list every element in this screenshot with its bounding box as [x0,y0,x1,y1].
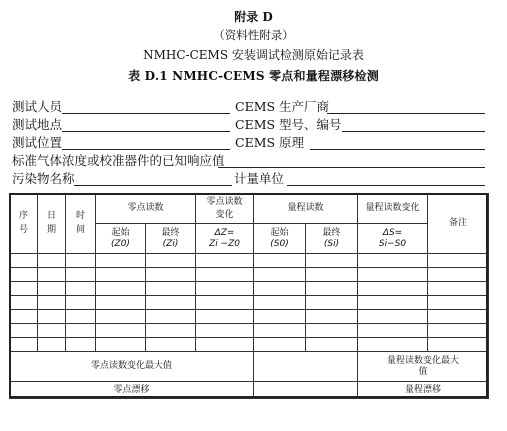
zero-reading-header: 零点读数 [96,194,196,224]
table-cell[interactable] [146,282,196,296]
zero-max-label: 零点读数变化最大值 [10,352,254,382]
unit-label: 计量单位 [234,171,285,186]
span-delta-header: ΔS= Si−S0 [358,224,428,254]
record-title: NMHC-CEMS 安装调试检测原始记录表 [143,48,364,62]
table-cell[interactable] [428,324,489,338]
table-cell[interactable] [66,310,96,324]
span-start-header: 起始 (S0) [254,224,306,254]
table-cell[interactable] [38,254,66,268]
table-cell[interactable] [66,338,96,352]
zero-final-header: 最终 (Zi) [146,224,196,254]
table-cell[interactable] [38,282,66,296]
manufacturer-label: CEMS 生产厂商 [235,99,330,114]
table-row [10,282,489,296]
test-position-label: 测试位置 [12,135,63,150]
appendix-title: 附录 D [234,10,273,24]
table-cell[interactable] [428,310,489,324]
form-row-2 [12,116,492,134]
table-cell[interactable] [38,338,66,352]
table-cell[interactable] [96,296,146,310]
standard-gas-field[interactable] [218,152,485,168]
table-cell[interactable] [10,324,38,338]
form-row-4 [12,152,492,170]
table-cell[interactable] [96,338,146,352]
tester-label: 测试人员 [12,99,63,114]
table-cell[interactable] [66,254,96,268]
table-cell[interactable] [96,268,146,282]
table-cell[interactable] [428,268,489,282]
model-number-label: CEMS 型号、编号 [235,117,342,132]
table-cell[interactable] [358,282,428,296]
form-row-1 [12,98,492,116]
table-cell[interactable] [66,268,96,282]
table-cell[interactable] [96,282,146,296]
table-cell[interactable] [358,254,428,268]
table-cell[interactable] [196,338,254,352]
zero-drift-value[interactable] [254,382,358,399]
table-cell[interactable] [196,268,254,282]
table-cell[interactable] [196,324,254,338]
table-cell[interactable] [196,310,254,324]
table-cell[interactable] [358,310,428,324]
table-cell[interactable] [66,296,96,310]
span-final-header: 最终 (Si) [306,224,358,254]
principle-field[interactable] [310,134,485,150]
table-cell[interactable] [196,254,254,268]
table-cell[interactable] [146,310,196,324]
table-cell[interactable] [428,282,489,296]
table-cell[interactable] [38,310,66,324]
table-cell[interactable] [96,324,146,338]
pollutant-label: 污染物名称 [12,171,75,186]
table-cell[interactable] [10,268,38,282]
table-cell[interactable] [306,296,358,310]
table-cell[interactable] [358,296,428,310]
table-cell[interactable] [358,268,428,282]
table-cell[interactable] [146,324,196,338]
unit-field[interactable] [287,170,485,186]
zero-start-header: 起始 (Z0) [96,224,146,254]
zero-max-value[interactable] [254,352,358,382]
appendix-type: （资料性附录） [213,28,294,42]
table-cell[interactable] [196,296,254,310]
table-row [10,268,489,282]
pollutant-field[interactable] [74,170,232,186]
table-cell[interactable] [66,324,96,338]
test-position-field[interactable] [62,134,230,150]
table-cell[interactable] [428,338,489,352]
col-date-header: 日期 [38,194,66,254]
table-cell[interactable] [146,254,196,268]
table-row [10,324,489,338]
table-cell[interactable] [146,338,196,352]
table-cell[interactable] [306,338,358,352]
table-cell[interactable] [254,268,306,282]
span-change-header: 量程读数变化 [358,194,428,224]
table-cell[interactable] [254,310,306,324]
model-number-field[interactable] [342,116,485,132]
form-row-3 [12,134,492,152]
test-site-field[interactable] [62,116,230,132]
table-row [10,296,489,310]
table-cell[interactable] [196,282,254,296]
standard-gas-label: 标准气体浓度或校准器件的已知响应值 [12,153,225,168]
form-row-5 [12,170,492,188]
remark-header: 备注 [428,194,489,254]
span-drift-label: 量程漂移 [358,382,489,399]
table-cell[interactable] [10,254,38,268]
zero-change-header: 零点读数变化 [196,194,254,224]
table-cell[interactable] [38,268,66,282]
table-cell[interactable] [254,296,306,310]
table-cell[interactable] [306,324,358,338]
table-row [10,310,489,324]
table-cell[interactable] [96,254,146,268]
table-cell[interactable] [146,268,196,282]
zero-delta-header: ΔZ= Zi −Z0 [196,224,254,254]
zero-drift-label: 零点漂移 [10,382,254,399]
table-cell[interactable] [428,254,489,268]
table-cell[interactable] [358,324,428,338]
table-cell[interactable] [10,310,38,324]
table-cell[interactable] [38,296,66,310]
table-row [10,254,489,268]
col-seq-header: 序号 [10,194,38,254]
table-cell[interactable] [66,282,96,296]
table-cell[interactable] [10,338,38,352]
table-cell[interactable] [306,268,358,282]
table-cell[interactable] [38,324,66,338]
table-row [10,338,489,352]
span-reading-header: 量程读数 [254,194,358,224]
table-cell[interactable] [96,310,146,324]
table-cell[interactable] [146,296,196,310]
table-cell[interactable] [254,324,306,338]
manufacturer-field[interactable] [327,98,485,114]
table-cell[interactable] [428,296,489,310]
table-cell[interactable] [254,282,306,296]
table-cell[interactable] [10,296,38,310]
test-site-label: 测试地点 [12,117,63,132]
table-cell[interactable] [10,282,38,296]
table-cell[interactable] [306,282,358,296]
col-time-header: 时间 [66,194,96,254]
drift-table [9,193,489,399]
table-cell[interactable] [306,254,358,268]
table-cell[interactable] [358,338,428,352]
principle-label: CEMS 原理 [235,135,305,150]
tester-field[interactable] [62,98,230,114]
table-title: 表 D.1 NMHC-CEMS 零点和量程漂移检测 [128,69,379,83]
table-cell[interactable] [254,254,306,268]
table-cell[interactable] [306,310,358,324]
span-max-label: 量程读数变化最大 值 [358,352,489,382]
table-cell[interactable] [254,338,306,352]
